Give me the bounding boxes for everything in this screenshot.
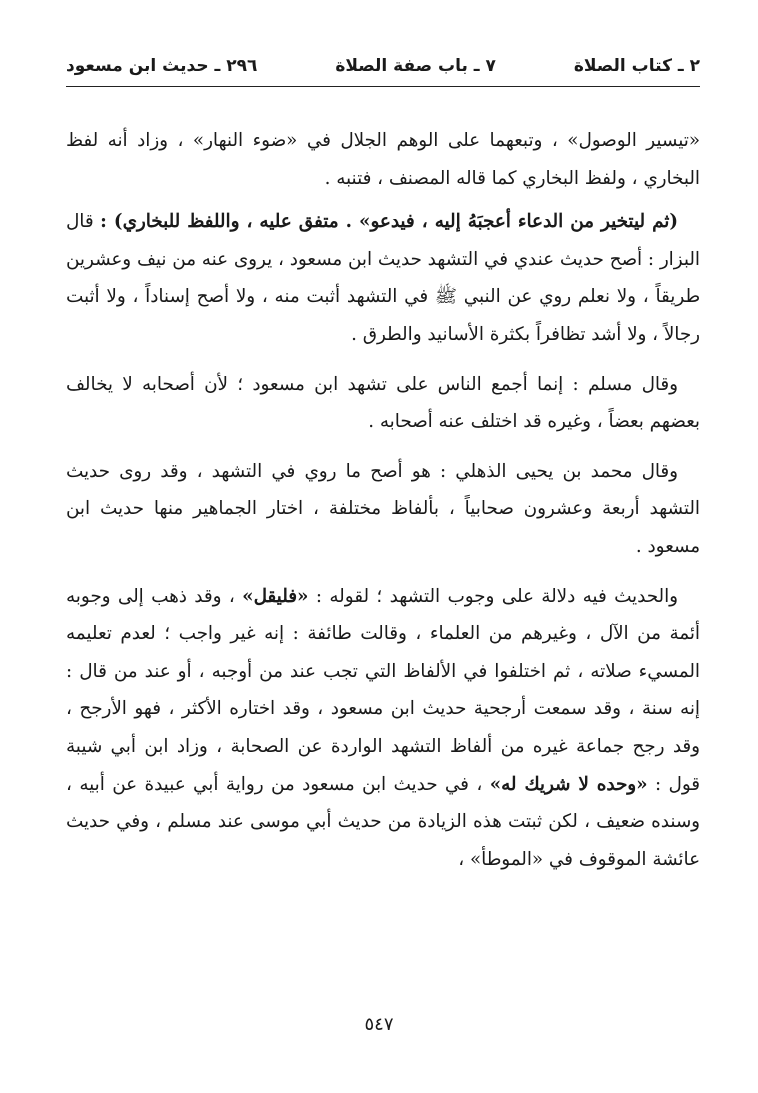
paragraph-5-part1: والحديث فيه دلالة على وجوب التشهد ؛ لقوله : [308, 585, 679, 607]
header-hadith: ٢٩٦ ـ حديث ابن مسعود [66, 56, 258, 76]
header-section: ٧ ـ باب صفة الصلاة [335, 56, 496, 76]
quote-wahdahu: «وحده لا شريك له» [489, 773, 648, 795]
hadith-quote: (ثم ليتخير من الدعاء أعجبَهُ إليه ، فيدعو» . متفق عليه ، واللفظ للبخاري) : [100, 211, 679, 233]
header-rule [66, 86, 700, 87]
header-chapter: ٢ ـ كتاب الصلاة [573, 56, 700, 76]
page-number: ٥٤٧ [364, 1014, 394, 1035]
quote-falyaqul: «فليقل» [242, 585, 309, 607]
paragraph-5-part3: ، في حديث ابن مسعود من رواية أبي عبيدة عن أبيه ، وسنده ضعيف ، لكن ثبتت هذه الزيادة من حديث أبي موسى عند مسلم ، وفي حديث عائشة الموقوف في «الموطأ» ، [66, 773, 700, 870]
paragraph-2 [66, 203, 700, 353]
paragraph-5 [66, 578, 700, 879]
running-header [66, 50, 700, 82]
paragraph-1: «تيسير الوصول» ، وتبعهما على الوهم الجلال في «ضوء النهار» ، وزاد أنه لفظ البخاري ، ولفظ البخاري كما قاله المصنف ، فتنبه . [66, 130, 700, 189]
main-text [66, 122, 700, 878]
paragraph-4: وقال محمد بن يحيى الذهلي : هو أصح ما روي في التشهد ، وقد روى حديث التشهد أربعة وعشرون صحابياً ، بألفاظ مختلفة ، اختار الجماهير منها حديث ابن مسعود . [66, 460, 700, 557]
paragraph-5-part2: ، وقد ذهب إلى وجوبه أئمة من الآل ، وغيرهم من العلماء ، وقالت طائفة : إنه غير واجب ؛ لعدم تعليمه المسيء صلاته ، ثم اختلفوا في الألفاظ التي تجب عند من أوجبه ، أو عند من قال : إنه سنة ، وقد سمعت أرجحية حديث ابن مسعود ، وقد اختاره الأكثر ، فهو الأرجح ، وقد رجح جماعة غيره من ألفاظ التشهد الواردة عن الصحابة ، وزاد ابن أبي شيبة قول : [66, 585, 701, 795]
paragraph-2-text: قال البزار : أصح حديث عندي في التشهد حديث ابن مسعود ، يروى عنه من نيف وعشرين طريقاً ، ولا نعلم روي عن النبي ﷺ في التشهد أثبت منه ، ولا أصح إسناداً ، ولا أثبت رجالاً ، ولا أشد تظافراً بكثرة الأسانيد والطرق . [66, 211, 700, 345]
paragraph-3: وقال مسلم : إنما أجمع الناس على تشهد ابن مسعود ؛ لأن أصحابه لا يخالف بعضهم بعضاً ، وغيره قد اختلف عنه أصحابه . [66, 373, 700, 433]
